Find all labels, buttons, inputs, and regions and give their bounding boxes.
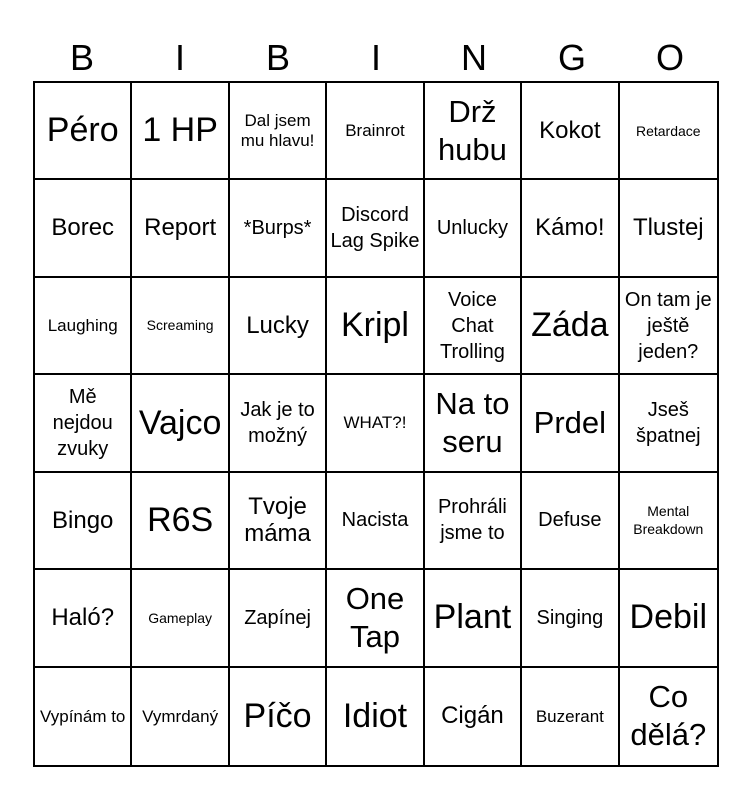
header-letter-i-2: I [370,37,381,78]
bingo-cell[interactable]: Jseš špatnej [620,375,717,472]
bingo-cell[interactable]: Prohráli jsme to [425,473,522,570]
bingo-cell[interactable]: Discord Lag Spike [327,180,424,277]
bingo-cell[interactable]: Borec [35,180,132,277]
bingo-cell[interactable]: Tlustej [620,180,717,277]
bingo-cell[interactable]: *Burps* [230,180,327,277]
bingo-cell[interactable]: Brainrot [327,83,424,180]
header-letter-o: O [655,37,684,78]
bingo-cell[interactable]: Debil [620,570,717,667]
bingo-cell[interactable]: Unlucky [425,180,522,277]
bingo-cell[interactable]: Defuse [522,473,619,570]
bingo-cell[interactable]: 1 HP [132,83,229,180]
bingo-cell[interactable]: Cigán [425,668,522,765]
header-letter-b-1: B [69,37,94,78]
bingo-cell[interactable]: Voice Chat Trolling [425,278,522,375]
bingo-cell[interactable]: Kokot [522,83,619,180]
bingo-cell[interactable]: Zapínej [230,570,327,667]
bingo-cell[interactable]: Gameplay [132,570,229,667]
bingo-board [33,81,719,767]
bingo-cell[interactable]: Vajco [132,375,229,472]
bingo-cell[interactable]: Záda [522,278,619,375]
bingo-cell[interactable]: Screaming [132,278,229,375]
header-letter-n: N [461,37,487,78]
bingo-cell[interactable]: Dal jsem mu hlavu! [230,83,327,180]
bingo-cell[interactable]: Vypínám to [35,668,132,765]
bingo-cell[interactable]: R6S [132,473,229,570]
bingo-cell[interactable]: Jak je to možný [230,375,327,472]
bingo-cell[interactable]: Nacista [327,473,424,570]
bingo-cell[interactable]: Haló? [35,570,132,667]
bingo-header [33,36,719,80]
bingo-cell[interactable]: Píčo [230,668,327,765]
bingo-cell[interactable]: Laughing [35,278,132,375]
bingo-cell[interactable]: Retardace [620,83,717,180]
bingo-cell[interactable]: Lucky [230,278,327,375]
bingo-cell[interactable]: Tvoje máma [230,473,327,570]
bingo-cell[interactable]: Singing [522,570,619,667]
bingo-cell[interactable]: One Tap [327,570,424,667]
bingo-cell[interactable]: Plant [425,570,522,667]
bingo-cell[interactable]: Prdel [522,375,619,472]
bingo-cell[interactable]: Vymrdaný [132,668,229,765]
bingo-cell[interactable]: On tam je ještě jeden? [620,278,717,375]
bingo-cell[interactable]: Idiot [327,668,424,765]
bingo-cell[interactable]: Mental Breakdown [620,473,717,570]
bingo-cell[interactable]: Buzerant [522,668,619,765]
bingo-cell[interactable]: Kámo! [522,180,619,277]
bingo-cell[interactable]: Bingo [35,473,132,570]
bingo-cell[interactable]: Mě nejdou zvuky [35,375,132,472]
bingo-cell[interactable]: Report [132,180,229,277]
bingo-cell[interactable]: WHAT?! [327,375,424,472]
bingo-cell[interactable]: Drž hubu [425,83,522,180]
header-letter-g: G [557,37,586,78]
bingo-cell[interactable]: Kripl [327,278,424,375]
header-letter-i-1: I [174,37,185,78]
header-letter-b-2: B [265,37,290,78]
bingo-cell[interactable]: Péro [35,83,132,180]
bingo-cell[interactable]: Na to seru [425,375,522,472]
bingo-cell[interactable]: Co dělá? [630,679,707,753]
